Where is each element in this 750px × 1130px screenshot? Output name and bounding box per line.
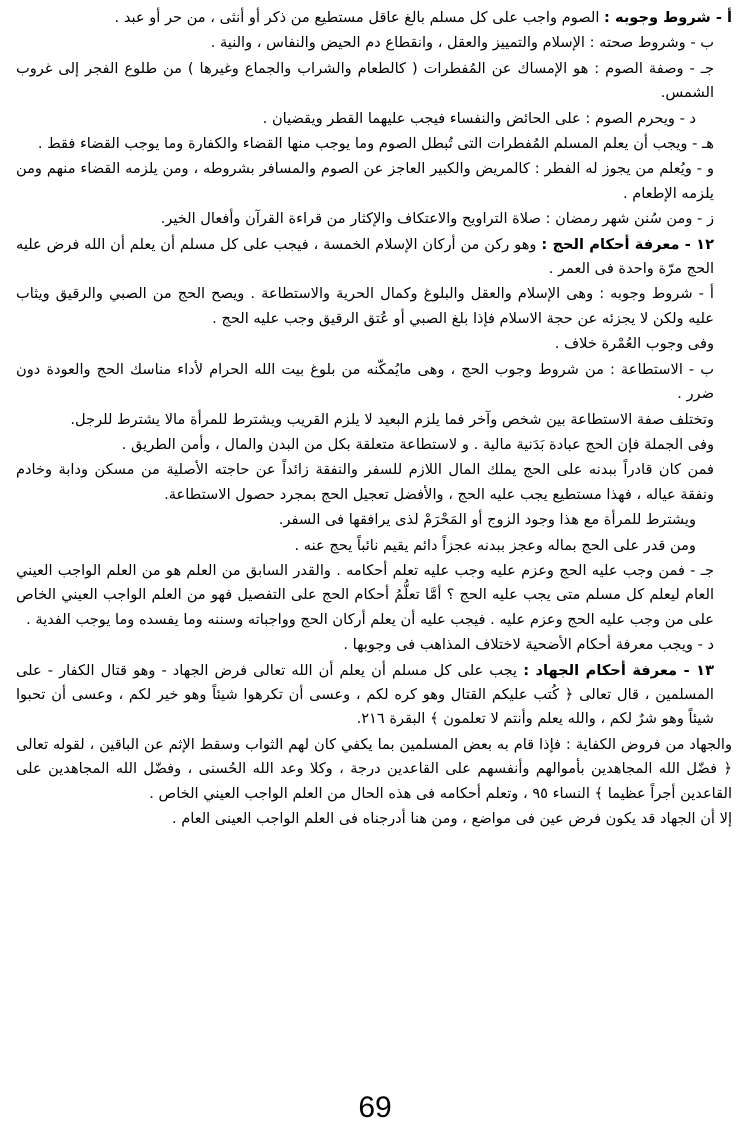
paragraph-udhiyah: د - ويجب معرفة أحكام الأضحية لاختلاف المذاهب فى وجوبها . bbox=[343, 636, 714, 654]
paragraph-fasting-invalidators: هـ - ويجب أن يعلم المسلم المُفطرات التى تُبطل الصوم وما يوجب منها القضاء والكفارة وما يوجب القضاء فقط . bbox=[37, 135, 714, 153]
paragraph-woman-mahram: ويشترط للمرأة مع هذا وجود الزوج أو المَحْرَمْ لذى يرافقها فى السفر. bbox=[278, 511, 696, 529]
paragraph-heading: ١٣ - معرفة أحكام الجهاد : bbox=[523, 661, 714, 679]
paragraph-text: وهو ركن من أركان الإسلام الخمسة ، فيجب على كل مسلم أن يعلم أن الله فرض عليه الحج مرّة واحدة فى العمر . bbox=[16, 235, 714, 278]
paragraph-jihad-individual-duty: إلا أن الجهاد قد يكون فرض عين فى مواضع ، ومن هنا أدرجناه فى العلم الواجب العينى العام . bbox=[171, 810, 732, 827]
paragraph-jihad-collective-duty: والجهاد من فروض الكفاية : فإذا قام به بعض المسلمين بما يكفي كان لهم الثواب وسقط الإثم عن الباقين ، لقوله تعالى ﴿ فضّل الله المجاهدين بأموالهم وأنفسهم على القاعدين درجة ، وكلا وعد الله الحُسنى ، وفضّل الله المجاهدين على القاعدين أجراً عظيما ﴾ النساء ٩٥ ، وتعلم أحكامه فى هذه الحال من العلم الواجب العيني الخاص . bbox=[16, 735, 732, 802]
paragraph-hajj-rulings bbox=[16, 233, 732, 282]
paragraph-ramadan-sunnahs: ز - ومن سُنن شهر رمضان : صلاة التراويح والاعتكاف والإكثار من قراءة القرآن وأفعال الخير. bbox=[160, 210, 714, 228]
paragraph-proxy-hajj: ومن قدر على الحج بماله وعجز ببدنه عجزاً دائم يقيم نائباً يحج عنه . bbox=[294, 536, 696, 554]
paragraph-jihad-rulings bbox=[16, 659, 732, 732]
paragraph-hajj-knowledge: جـ - فمن وجب عليه الحج وعزم عليه وجب عليه تعلم أحكامه . والقدر السابق من العلم هو من العلم الواجب العيني العام ليعلم كل مسلم متى يجب عليه الحج ؟ أمَّا تعلُّمُ أحكام الحج على التفصيل فهو من العلم الواجب العيني الخاص على من وجب عليه الحج وعزم عليه . فيجب عليه أن يعلم أركان الحج وواجباته وسننه وما يفسده وما يوجب الفدية . bbox=[16, 561, 714, 628]
paragraph-validity-conditions: ب - وشروط صحته : الإسلام والتمييز والعقل ، وانقطاع دم الحيض والنفاس ، والنية . bbox=[210, 34, 714, 52]
paragraph-fasting-description: جـ - وصفة الصوم : هو الإمساك عن المُفطرات ( كالطعام والشراب والجماع وغيرها ) من طلوع الفجر إلى غروب الشمس. bbox=[16, 59, 714, 102]
body-text bbox=[16, 6, 732, 832]
paragraph-heading: أ - شروط وجوبه : bbox=[604, 9, 732, 26]
paragraph-hajj-conditions: أ - شروط وجوبه : وهى الإسلام والعقل والبلوغ وكمال الحرية والاستطاعة . ويصح الحج من الصبي والرقيق ويثاب عليه ولكن لا يجزئه عن حجة الاسلام فإذا بلغ الصبي أو عُتق الرقيق وجب عليه الحج . bbox=[16, 285, 714, 327]
paragraph-ability-varies: وتختلف صفة الاستطاعة بين شخص وآخر فما يلزم البعيد لا يلزم القريب ويشترط للمرأة مالا يشترط للرجل. bbox=[70, 410, 714, 428]
paragraph-heading: ١٢ - معرفة أحكام الحج : bbox=[541, 235, 714, 253]
paragraph-umrah: وفى وجوب العُمْرة خلاف . bbox=[554, 335, 714, 353]
paragraph-fasting-conditions bbox=[16, 6, 732, 30]
paragraph-fasting-forbidden: د - ويحرم الصوم : على الحائض والنفساء فيجب عليهما القطر ويقضيان . bbox=[262, 109, 696, 127]
paragraph-able-person: فمن كان قادراً ببدنه على الحج يملك المال اللازم للسفر والنفقة زائداً عن حاجته الأصلية من مسكن ودابة وخادم ونفقة عياله ، فهذا مستطيع يجب عليه الحج ، والأفضل تعجيل الحج بمجرد حصول الاستطاعة. bbox=[16, 461, 714, 503]
paragraph-text: يجب على كل مسلم أن يعلم أن الله تعالى فرض الجهاد - وهو قتال الكفار - على المسلمين ، قال تعالى ﴿ كُتب عليكم القتال وهو كره لكم ، وعسى أن تكرهوا شيئاً وهو خير لكم ، وعسى أن تحبوا شيئاً وهو شرٌ لكم ، والله يعلم وأنتم لا تعلمون ﴾ البقرة ٢١٦. bbox=[16, 661, 714, 728]
paragraph-hajj-ability: ب - الاستطاعة : من شروط وجوب الحج ، وهى مايُمكّنه من بلوغ بيت الله الحرام لأداء مناسك الحج والعودة دون ضرر . bbox=[16, 360, 714, 403]
paragraph-hajj-bodily-financial: وفى الجملة فإن الحج عبادة بَدَنية مالية . و لاستطاعة متعلقة بكل من البدن والمال ، وأمن الطريق . bbox=[121, 435, 714, 453]
paragraph-text: الصوم واجب على كل مسلم بالغ عاقل مستطيع من ذكر أو أنثى ، من حر أو عبد . bbox=[114, 9, 605, 26]
paragraph-fasting-exemptions: و - ويُعلم من يجوز له الفطر : كالمريض والكبير العاجز عن الصوم والمسافر بشروطه ، ومن يلزمه القضاء منهم ومن يلزمه الإطعام . bbox=[16, 160, 714, 202]
page-number: 69 bbox=[358, 1091, 392, 1124]
